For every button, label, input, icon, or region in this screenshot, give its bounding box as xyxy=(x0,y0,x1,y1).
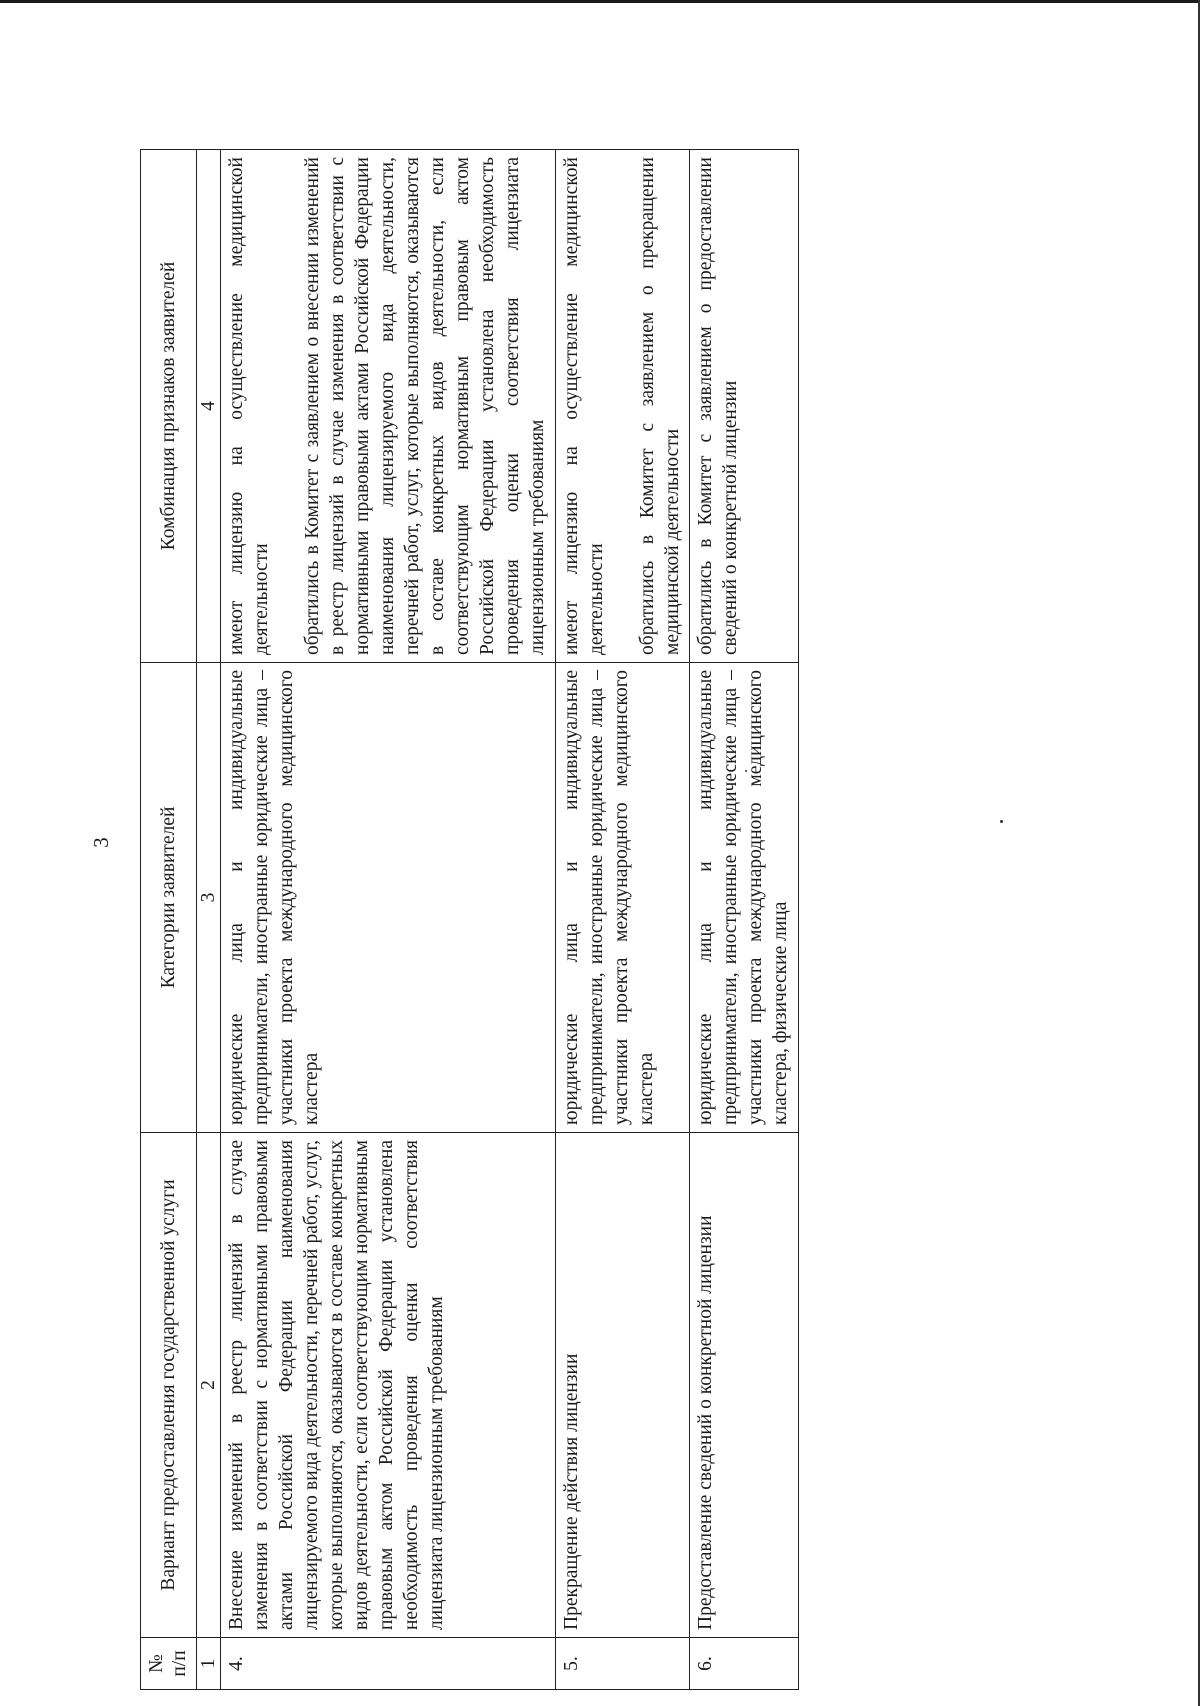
services-table xyxy=(140,149,799,1690)
row-features xyxy=(555,150,690,663)
row-categories: юридические лица и индивидуальные предприниматели, иностранные юридические лица – участники проекта международного медицинского кластера xyxy=(555,663,690,1133)
feature-item: имеют лицензию на осуществление медицинской деятельности xyxy=(560,157,607,655)
page-number: 3 xyxy=(88,837,113,848)
row-variant: Предоставление сведений о конкретной лицензии xyxy=(690,1133,799,1638)
row-categories: юридические лица и индивидуальные предприниматели, иностранные юридические лица – участники проекта международного медицинского кластера xyxy=(221,663,555,1133)
header-features: Комбинация признаков заявителей xyxy=(141,150,197,663)
column-number: 2 xyxy=(196,1133,220,1638)
column-number: 4 xyxy=(196,150,220,663)
table-row xyxy=(555,150,690,1690)
row-variant: Внесение изменений в реестр лицензий в случае изменения в соответствии с нормативными правовыми актами Российской Федерации наименования лицензируемого вида деятельности, перечней работ, услуг, которые выполняются, оказываются в составе конкретных видов деятельности, если соответствующим нормативным правовым актом Российской Федерации установлена необходимость проведения оценки соответствия лицензиата лицензионным требованиям xyxy=(221,1133,555,1638)
feature-item: обратились в Комитет с заявлением о предоставлении сведений о конкретной лицензии xyxy=(695,157,742,655)
row-features xyxy=(690,150,799,663)
row-number: 5. xyxy=(555,1638,690,1690)
row-number: 4. xyxy=(221,1638,555,1690)
row-features xyxy=(221,150,555,663)
column-number: 3 xyxy=(196,663,220,1133)
scan-edge-top xyxy=(0,0,1200,3)
feature-item: имеют лицензию на осуществление медицинской деятельности xyxy=(226,157,273,655)
column-number-row xyxy=(196,150,220,1690)
column-number: 1 xyxy=(196,1638,220,1690)
header-variant: Вариант предоставления государственной услуги xyxy=(141,1133,197,1638)
rotated-table-container xyxy=(140,150,1160,1690)
row-variant: Прекращение действия лицензии xyxy=(555,1133,690,1638)
row-number: 6. xyxy=(690,1638,799,1690)
feature-item: обратились в Комитет с заявлением о прекращении медицинской деятельности xyxy=(636,157,683,655)
header-row xyxy=(141,150,197,1690)
table-row xyxy=(690,150,799,1690)
feature-item: обратились в Комитет с заявлением о внесении изменений в реестр лицензий в случае изменения в соответствии с нормативными правовыми актами Российской Федерации наименования лицензируемого вида деятельности, перечней работ, услуг, которые выполняются, оказываются в составе конкретных видов деятельности, если соответствующим нормативным правовым актом Российской Федерации установлена необходимость проведения оценки соответствия лицензиата лицензионным требованиям xyxy=(302,157,548,655)
header-categories: Категории заявителей xyxy=(141,663,197,1133)
row-categories: юридические лица и индивидуальные предприниматели, иностранные юридические лица – участники проекта международного медицинского кластера, физические лица xyxy=(690,663,799,1133)
table-row xyxy=(221,150,555,1690)
header-num: № п/п xyxy=(141,1638,197,1690)
